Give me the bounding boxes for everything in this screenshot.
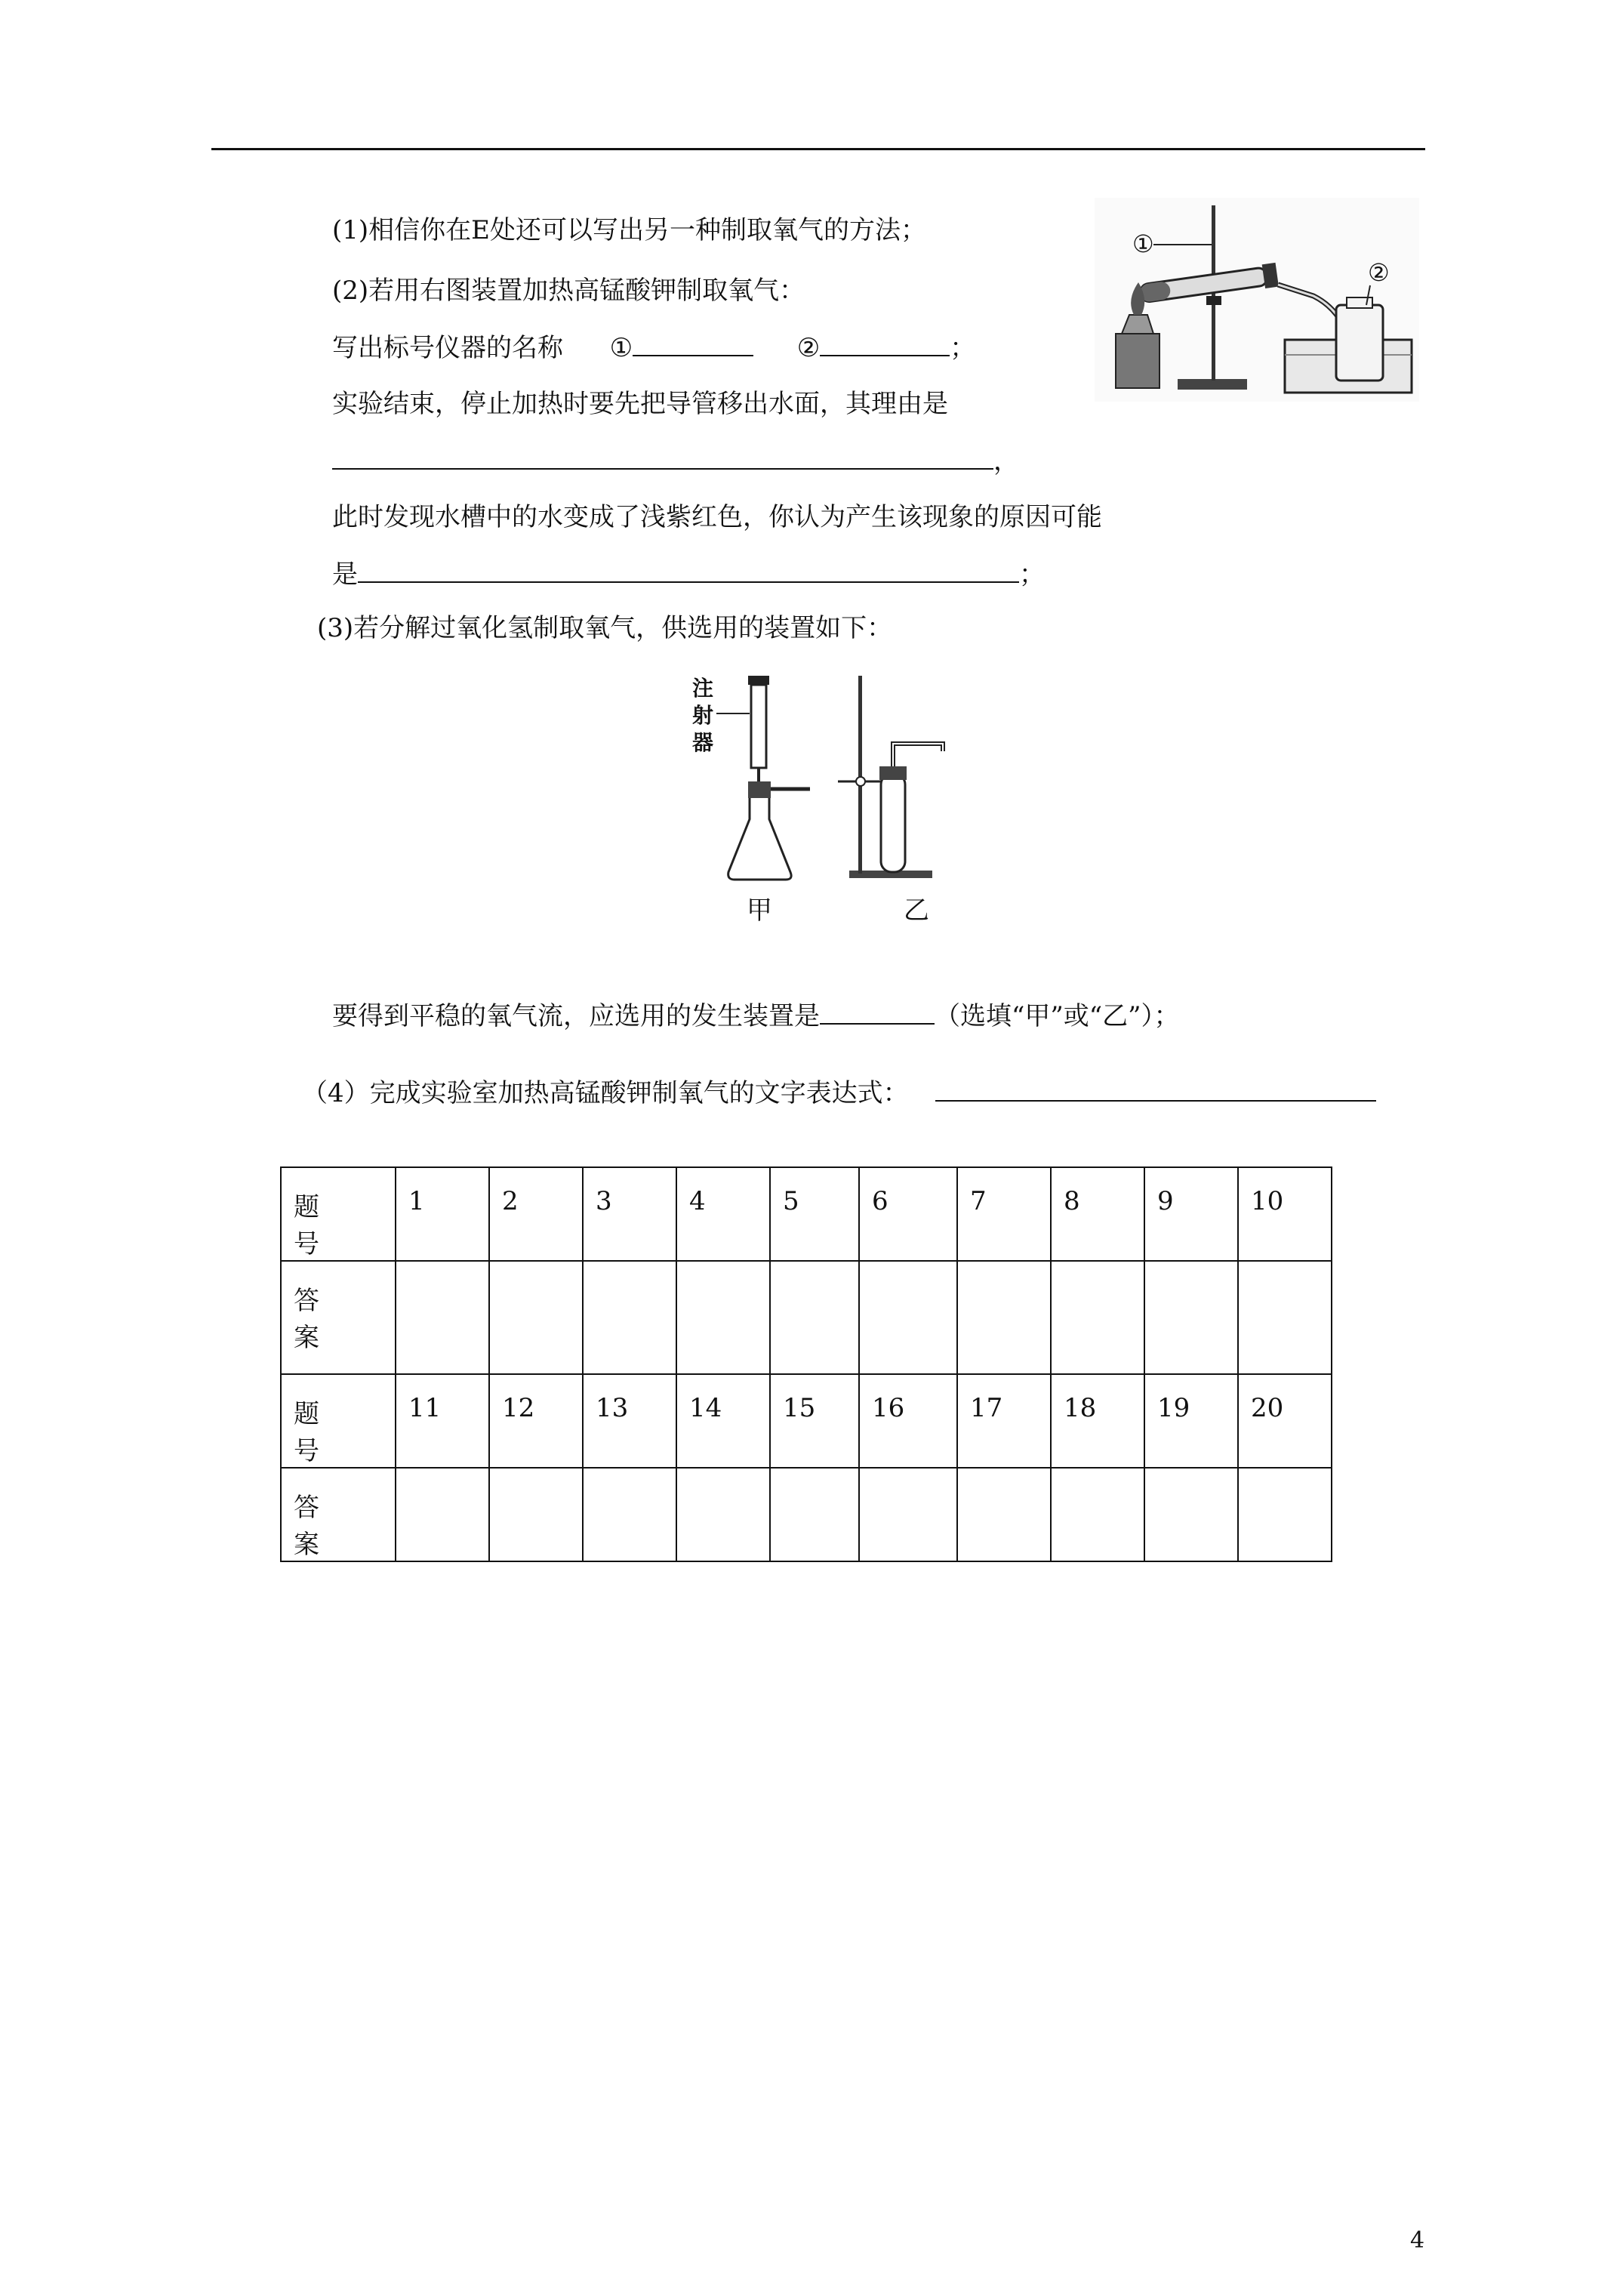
page-number: 4: [1410, 2227, 1425, 2254]
potassium-permanganate-apparatus-figure: [1095, 198, 1419, 402]
number-cell: 16: [859, 1374, 957, 1468]
q3-select-hint: （选填“甲”或“乙”）；: [935, 1001, 1180, 1031]
number-cell: 14: [676, 1374, 770, 1468]
answer-cell[interactable]: [396, 1468, 489, 1561]
hydrogen-peroxide-apparatus-figure: [683, 668, 978, 932]
q3-intro: (3)若分解过氧化氢制取氧气，供选用的装置如下：: [317, 613, 893, 643]
answer-cell[interactable]: [957, 1468, 1051, 1561]
q2-purple-prefix: 是: [332, 559, 358, 590]
number-cell: 5: [770, 1167, 859, 1261]
answer-cell[interactable]: [396, 1261, 489, 1374]
number-cell: 18: [1051, 1374, 1144, 1468]
answer-cell[interactable]: [583, 1261, 676, 1374]
q2-names-line: [332, 332, 975, 363]
q1-text: (1)相信你在E处还可以写出另一种制取氧气的方法；: [332, 215, 926, 245]
q2-blank1[interactable]: [633, 332, 753, 356]
number-cell: 1: [396, 1167, 489, 1261]
table-row: [281, 1167, 1332, 1261]
label-jia: 甲: [747, 895, 772, 926]
q2-purple-blank[interactable]: [358, 559, 1019, 583]
answer-cell[interactable]: [583, 1468, 676, 1561]
header-answer-cell: 答 案: [281, 1261, 396, 1374]
stand-base: [1178, 379, 1247, 390]
answer-cell[interactable]: [676, 1261, 770, 1374]
number-cell: 9: [1144, 1167, 1238, 1261]
number-cell: 3: [583, 1167, 676, 1261]
answer-cell[interactable]: [1144, 1261, 1238, 1374]
answer-cell[interactable]: [489, 1468, 583, 1561]
syringe-label-3: 器: [692, 730, 714, 755]
number-cell: 2: [489, 1167, 583, 1261]
number-cell: 10: [1238, 1167, 1332, 1261]
answer-cell[interactable]: [1144, 1468, 1238, 1561]
number-cell: 20: [1238, 1374, 1332, 1468]
header-number-cell: 题 号: [281, 1374, 396, 1468]
answer-cell[interactable]: [676, 1468, 770, 1561]
q3-select-blank[interactable]: [820, 1000, 935, 1025]
q2-names-end: ；: [950, 333, 976, 363]
answer-table: [280, 1166, 1332, 1562]
q2-blank2[interactable]: [820, 332, 950, 356]
number-cell: 8: [1051, 1167, 1144, 1261]
q4-line: [302, 1077, 1376, 1108]
conical-flask-jia: [728, 781, 810, 880]
number-cell: 11: [396, 1374, 489, 1468]
number-cell: 12: [489, 1374, 583, 1468]
q2-purple-line: [332, 559, 1045, 590]
alcohol-lamp: [1116, 334, 1160, 388]
q2-stop-end: ，: [993, 446, 1019, 476]
answer-cell[interactable]: [489, 1261, 583, 1374]
header-rule: [211, 148, 1425, 150]
answer-cell[interactable]: [859, 1468, 957, 1561]
table-row: [281, 1261, 1332, 1374]
answer-cell[interactable]: [1238, 1261, 1332, 1374]
answer-cell[interactable]: [770, 1261, 859, 1374]
number-cell: 13: [583, 1374, 676, 1468]
q2-mark2: ②: [796, 333, 821, 363]
syringe-label-2: 射: [692, 703, 714, 728]
syringe: [748, 676, 769, 789]
q2-intro: (2)若用右图装置加热高锰酸钾制取氧气：: [332, 276, 805, 306]
q2-names-prefix: 写出标号仪器的名称: [332, 333, 563, 363]
q2-stop-text: 实验结束，停止加热时要先把导管移出水面，其理由是: [332, 389, 948, 419]
answer-cell[interactable]: [1051, 1468, 1144, 1561]
label-yi: 乙: [904, 895, 929, 926]
test-tube-stand-yi: [838, 676, 943, 878]
q4-text: （4）完成实验室加热高锰酸钾制氧气的文字表达式：: [302, 1078, 909, 1108]
table-row: [281, 1374, 1332, 1468]
gas-collecting-bottle: [1336, 305, 1383, 381]
q3-select-text: 要得到平稳的氧气流，应选用的发生装置是: [332, 1001, 820, 1031]
answer-cell[interactable]: [770, 1468, 859, 1561]
table-row: [281, 1468, 1332, 1561]
q2-mark1: ①: [609, 333, 633, 363]
answer-cell[interactable]: [859, 1261, 957, 1374]
q2-purple-end: ；: [1019, 559, 1045, 590]
number-cell: 7: [957, 1167, 1051, 1261]
number-cell: 4: [676, 1167, 770, 1261]
q2-stop-blank[interactable]: [332, 445, 993, 470]
syringe-label-1: 注: [692, 676, 714, 701]
header-answer-cell: 答 案: [281, 1468, 396, 1561]
figure-label-1: ①: [1132, 230, 1154, 258]
figure-label-2: ②: [1368, 258, 1390, 287]
number-cell: 17: [957, 1374, 1051, 1468]
q2-stop-line: [332, 445, 1019, 476]
number-cell: 15: [770, 1374, 859, 1468]
q2-purple-text: 此时发现水槽中的水变成了浅紫红色，你认为产生该现象的原因可能: [332, 502, 1102, 532]
q3-select-line: [332, 1000, 1180, 1031]
answer-cell[interactable]: [1051, 1261, 1144, 1374]
q4-blank[interactable]: [935, 1077, 1376, 1102]
header-number-cell: 题 号: [281, 1167, 396, 1261]
number-cell: 6: [859, 1167, 957, 1261]
number-cell: 19: [1144, 1374, 1238, 1468]
answer-cell[interactable]: [1238, 1468, 1332, 1561]
answer-cell[interactable]: [957, 1261, 1051, 1374]
